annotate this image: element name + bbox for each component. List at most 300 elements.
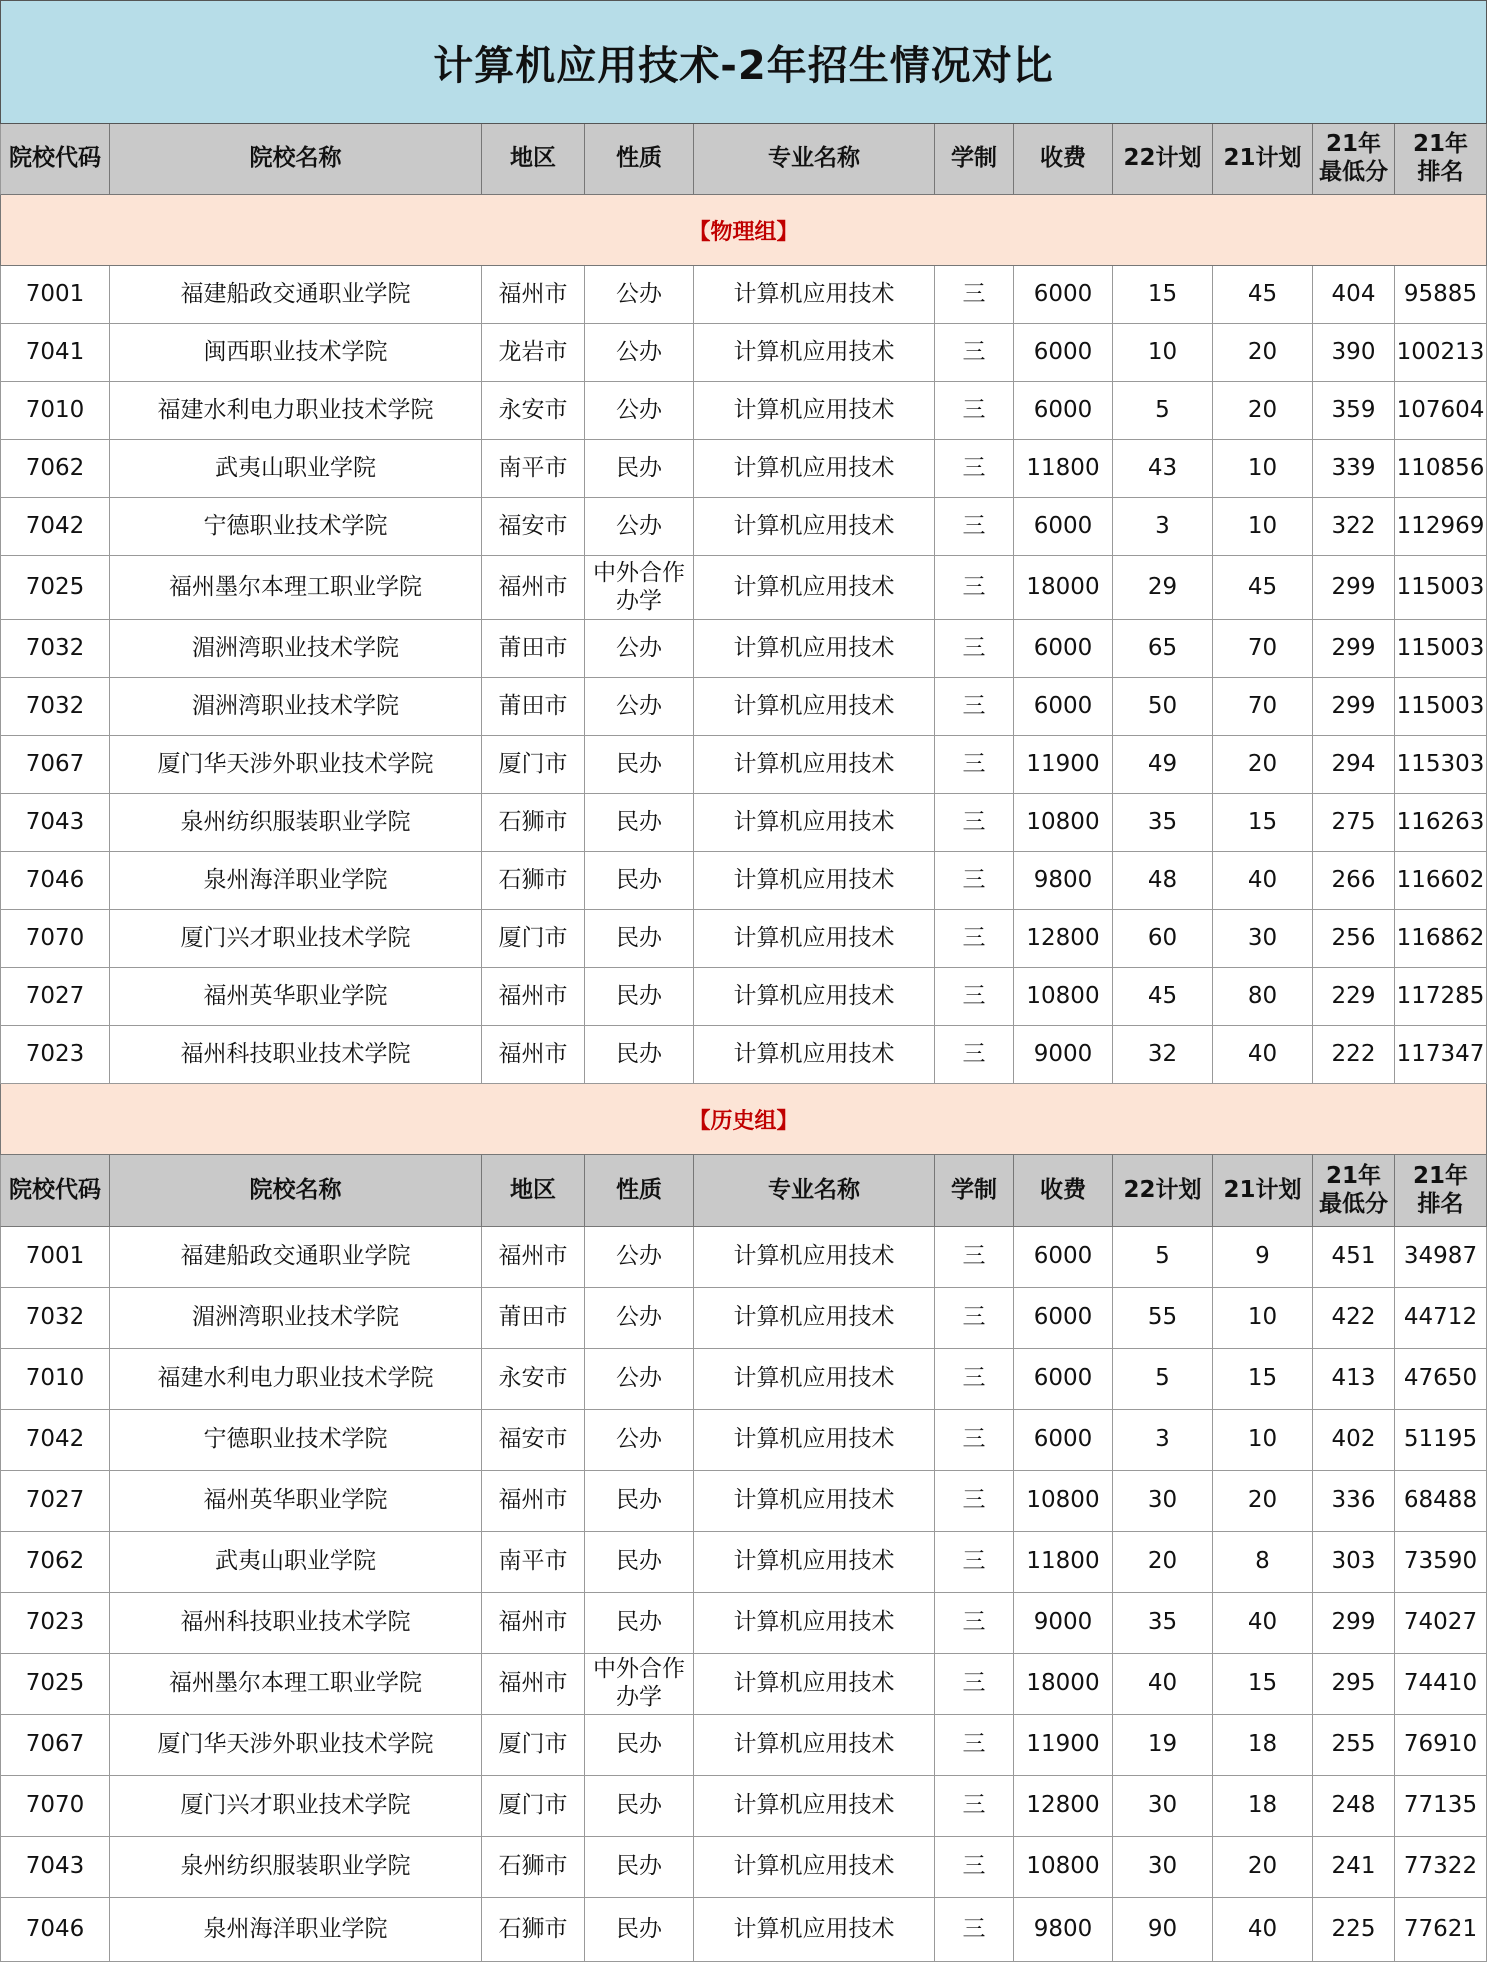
table-row <box>0 620 1487 678</box>
school-name-cell: 湄洲湾职业技术学院 <box>110 1288 482 1349</box>
plan-22-cell: 29 <box>1113 556 1213 620</box>
group-label: 【历史组】 <box>0 1084 1487 1155</box>
school-code-cell: 7032 <box>0 620 110 678</box>
rank-21-cell: 68488 <box>1395 1471 1487 1532</box>
school-type-cell: 民办 <box>585 1898 694 1962</box>
plan-21-cell: 70 <box>1213 678 1313 736</box>
school-name-cell: 泉州纺织服装职业学院 <box>110 1837 482 1898</box>
header-school-name: 院校名称 <box>110 1155 482 1227</box>
table-row <box>0 1288 1487 1349</box>
tuition-fee-cell: 12800 <box>1014 1776 1113 1837</box>
school-type-cell: 公办 <box>585 1288 694 1349</box>
plan-21-cell: 20 <box>1213 382 1313 440</box>
region-cell: 厦门市 <box>482 736 585 794</box>
region-cell: 石狮市 <box>482 852 585 910</box>
major-name-cell: 计算机应用技术 <box>694 794 935 852</box>
tuition-fee-cell: 18000 <box>1014 556 1113 620</box>
rank-21-cell: 44712 <box>1395 1288 1487 1349</box>
school-name-cell: 福建水利电力职业技术学院 <box>110 1349 482 1410</box>
major-name-cell: 计算机应用技术 <box>694 1288 935 1349</box>
min-score-21-cell: 413 <box>1313 1349 1395 1410</box>
rank-21-cell: 107604 <box>1395 382 1487 440</box>
tuition-fee-cell: 6000 <box>1014 1227 1113 1288</box>
major-name-cell: 计算机应用技术 <box>694 266 935 324</box>
tuition-fee-cell: 6000 <box>1014 678 1113 736</box>
header-plan-22: 22计划 <box>1113 124 1213 195</box>
rank-21-cell: 95885 <box>1395 266 1487 324</box>
major-name-cell: 计算机应用技术 <box>694 1593 935 1654</box>
duration-cell: 三 <box>935 1776 1014 1837</box>
region-cell: 福州市 <box>482 556 585 620</box>
duration-cell: 三 <box>935 556 1014 620</box>
school-type-cell: 公办 <box>585 382 694 440</box>
duration-cell: 三 <box>935 852 1014 910</box>
plan-22-cell: 5 <box>1113 1227 1213 1288</box>
school-type-cell: 中外合作办学 <box>585 1654 694 1715</box>
major-name-cell: 计算机应用技术 <box>694 620 935 678</box>
major-name-cell: 计算机应用技术 <box>694 1471 935 1532</box>
region-cell: 厦门市 <box>482 910 585 968</box>
duration-cell: 三 <box>935 1654 1014 1715</box>
school-type-cell: 民办 <box>585 736 694 794</box>
group-label: 【物理组】 <box>0 195 1487 266</box>
school-name-cell: 宁德职业技术学院 <box>110 498 482 556</box>
duration-cell: 三 <box>935 968 1014 1026</box>
sheet-title: 计算机应用技术-2年招生情况对比 <box>0 0 1487 124</box>
plan-21-cell: 10 <box>1213 1410 1313 1471</box>
duration-cell: 三 <box>935 440 1014 498</box>
header-type: 性质 <box>585 1155 694 1227</box>
plan-22-cell: 15 <box>1113 266 1213 324</box>
tuition-fee-cell: 6000 <box>1014 266 1113 324</box>
school-type-cell: 民办 <box>585 794 694 852</box>
min-score-21-cell: 390 <box>1313 324 1395 382</box>
table-row <box>0 382 1487 440</box>
school-type-cell: 公办 <box>585 678 694 736</box>
rank-21-cell: 112969 <box>1395 498 1487 556</box>
table-row <box>0 556 1487 620</box>
school-type-cell: 民办 <box>585 1593 694 1654</box>
school-type-cell: 公办 <box>585 620 694 678</box>
plan-22-cell: 20 <box>1113 1532 1213 1593</box>
header-min-score-21: 21年 最低分 <box>1313 124 1395 195</box>
school-name-cell: 泉州海洋职业学院 <box>110 1898 482 1962</box>
table-row <box>0 736 1487 794</box>
rank-21-cell: 76910 <box>1395 1715 1487 1776</box>
major-name-cell: 计算机应用技术 <box>694 910 935 968</box>
duration-cell: 三 <box>935 498 1014 556</box>
plan-21-cell: 15 <box>1213 1349 1313 1410</box>
plan-22-cell: 50 <box>1113 678 1213 736</box>
plan-22-cell: 43 <box>1113 440 1213 498</box>
table-row <box>0 852 1487 910</box>
major-name-cell: 计算机应用技术 <box>694 382 935 440</box>
plan-22-cell: 30 <box>1113 1776 1213 1837</box>
school-name-cell: 厦门华天涉外职业技术学院 <box>110 736 482 794</box>
duration-cell: 三 <box>935 1715 1014 1776</box>
plan-22-cell: 5 <box>1113 382 1213 440</box>
tuition-fee-cell: 6000 <box>1014 498 1113 556</box>
major-name-cell: 计算机应用技术 <box>694 1532 935 1593</box>
region-cell: 福安市 <box>482 1410 585 1471</box>
min-score-21-cell: 299 <box>1313 556 1395 620</box>
school-type-cell: 民办 <box>585 1715 694 1776</box>
school-code-cell: 7070 <box>0 1776 110 1837</box>
plan-21-cell: 45 <box>1213 266 1313 324</box>
plan-21-cell: 20 <box>1213 324 1313 382</box>
school-name-cell: 泉州海洋职业学院 <box>110 852 482 910</box>
major-name-cell: 计算机应用技术 <box>694 1227 935 1288</box>
school-name-cell: 厦门华天涉外职业技术学院 <box>110 1715 482 1776</box>
min-score-21-cell: 255 <box>1313 1715 1395 1776</box>
school-type-cell: 公办 <box>585 498 694 556</box>
tuition-fee-cell: 11800 <box>1014 440 1113 498</box>
header-region: 地区 <box>482 1155 585 1227</box>
school-code-cell: 7023 <box>0 1593 110 1654</box>
school-code-cell: 7046 <box>0 852 110 910</box>
school-code-cell: 7027 <box>0 1471 110 1532</box>
region-cell: 福州市 <box>482 1654 585 1715</box>
major-name-cell: 计算机应用技术 <box>694 324 935 382</box>
plan-21-cell: 10 <box>1213 498 1313 556</box>
tuition-fee-cell: 10800 <box>1014 1837 1113 1898</box>
tuition-fee-cell: 6000 <box>1014 324 1113 382</box>
plan-21-cell: 40 <box>1213 852 1313 910</box>
min-score-21-cell: 294 <box>1313 736 1395 794</box>
major-name-cell: 计算机应用技术 <box>694 1654 935 1715</box>
table-row <box>0 1227 1487 1288</box>
plan-21-cell: 18 <box>1213 1776 1313 1837</box>
plan-22-cell: 49 <box>1113 736 1213 794</box>
major-name-cell: 计算机应用技术 <box>694 852 935 910</box>
school-type-cell: 公办 <box>585 1410 694 1471</box>
table-row <box>0 1471 1487 1532</box>
table-row <box>0 678 1487 736</box>
rank-21-cell: 73590 <box>1395 1532 1487 1593</box>
rank-21-cell: 34987 <box>1395 1227 1487 1288</box>
school-code-cell: 7032 <box>0 1288 110 1349</box>
school-type-cell: 民办 <box>585 910 694 968</box>
table-row <box>0 1837 1487 1898</box>
plan-21-cell: 80 <box>1213 968 1313 1026</box>
school-code-cell: 7010 <box>0 1349 110 1410</box>
school-type-cell: 民办 <box>585 1776 694 1837</box>
duration-cell: 三 <box>935 1349 1014 1410</box>
tuition-fee-cell: 11900 <box>1014 736 1113 794</box>
school-name-cell: 武夷山职业学院 <box>110 440 482 498</box>
school-name-cell: 福州英华职业学院 <box>110 1471 482 1532</box>
admission-table <box>0 124 1487 1962</box>
duration-cell: 三 <box>935 324 1014 382</box>
school-type-cell: 公办 <box>585 1349 694 1410</box>
school-name-cell: 福州科技职业技术学院 <box>110 1026 482 1084</box>
min-score-21-cell: 303 <box>1313 1532 1395 1593</box>
min-score-21-cell: 241 <box>1313 1837 1395 1898</box>
min-score-21-cell: 422 <box>1313 1288 1395 1349</box>
region-cell: 厦门市 <box>482 1776 585 1837</box>
school-code-cell: 7042 <box>0 1410 110 1471</box>
school-type-cell: 民办 <box>585 1471 694 1532</box>
school-type-cell: 公办 <box>585 324 694 382</box>
region-cell: 南平市 <box>482 1532 585 1593</box>
tuition-fee-cell: 9800 <box>1014 852 1113 910</box>
plan-21-cell: 20 <box>1213 1837 1313 1898</box>
school-type-cell: 民办 <box>585 440 694 498</box>
region-cell: 莆田市 <box>482 620 585 678</box>
table-header-row <box>0 124 1487 195</box>
school-name-cell: 福州科技职业技术学院 <box>110 1593 482 1654</box>
major-name-cell: 计算机应用技术 <box>694 1026 935 1084</box>
plan-22-cell: 35 <box>1113 1593 1213 1654</box>
min-score-21-cell: 299 <box>1313 620 1395 678</box>
min-score-21-cell: 275 <box>1313 794 1395 852</box>
header-duration: 学制 <box>935 124 1014 195</box>
header-school-name: 院校名称 <box>110 124 482 195</box>
school-name-cell: 福建船政交通职业学院 <box>110 1227 482 1288</box>
school-type-cell: 民办 <box>585 1532 694 1593</box>
plan-22-cell: 32 <box>1113 1026 1213 1084</box>
tuition-fee-cell: 9000 <box>1014 1593 1113 1654</box>
rank-21-cell: 115003 <box>1395 556 1487 620</box>
school-code-cell: 7070 <box>0 910 110 968</box>
min-score-21-cell: 336 <box>1313 1471 1395 1532</box>
min-score-21-cell: 229 <box>1313 968 1395 1026</box>
region-cell: 福州市 <box>482 1227 585 1288</box>
rank-21-cell: 74410 <box>1395 1654 1487 1715</box>
duration-cell: 三 <box>935 1593 1014 1654</box>
tuition-fee-cell: 10800 <box>1014 968 1113 1026</box>
major-name-cell: 计算机应用技术 <box>694 968 935 1026</box>
school-code-cell: 7043 <box>0 1837 110 1898</box>
table-row <box>0 1410 1487 1471</box>
tuition-fee-cell: 18000 <box>1014 1654 1113 1715</box>
rank-21-cell: 77135 <box>1395 1776 1487 1837</box>
rank-21-cell: 115303 <box>1395 736 1487 794</box>
major-name-cell: 计算机应用技术 <box>694 1837 935 1898</box>
min-score-21-cell: 339 <box>1313 440 1395 498</box>
min-score-21-cell: 404 <box>1313 266 1395 324</box>
school-code-cell: 7001 <box>0 1227 110 1288</box>
rank-21-cell: 117285 <box>1395 968 1487 1026</box>
school-code-cell: 7067 <box>0 736 110 794</box>
table-header-row <box>0 1155 1487 1227</box>
min-score-21-cell: 299 <box>1313 678 1395 736</box>
tuition-fee-cell: 9800 <box>1014 1898 1113 1962</box>
min-score-21-cell: 402 <box>1313 1410 1395 1471</box>
school-code-cell: 7025 <box>0 556 110 620</box>
table-row <box>0 498 1487 556</box>
school-code-cell: 7062 <box>0 440 110 498</box>
region-cell: 厦门市 <box>482 1715 585 1776</box>
school-code-cell: 7001 <box>0 266 110 324</box>
region-cell: 福州市 <box>482 968 585 1026</box>
school-name-cell: 宁德职业技术学院 <box>110 1410 482 1471</box>
plan-22-cell: 30 <box>1113 1837 1213 1898</box>
plan-21-cell: 18 <box>1213 1715 1313 1776</box>
region-cell: 永安市 <box>482 1349 585 1410</box>
plan-22-cell: 45 <box>1113 968 1213 1026</box>
major-name-cell: 计算机应用技术 <box>694 736 935 794</box>
major-name-cell: 计算机应用技术 <box>694 1349 935 1410</box>
region-cell: 石狮市 <box>482 1898 585 1962</box>
header-type: 性质 <box>585 124 694 195</box>
tuition-fee-cell: 10800 <box>1014 1471 1113 1532</box>
header-plan-22: 22计划 <box>1113 1155 1213 1227</box>
plan-21-cell: 15 <box>1213 1654 1313 1715</box>
plan-21-cell: 9 <box>1213 1227 1313 1288</box>
plan-22-cell: 30 <box>1113 1471 1213 1532</box>
table-row <box>0 1898 1487 1962</box>
major-name-cell: 计算机应用技术 <box>694 556 935 620</box>
school-name-cell: 闽西职业技术学院 <box>110 324 482 382</box>
min-score-21-cell: 359 <box>1313 382 1395 440</box>
region-cell: 福州市 <box>482 1593 585 1654</box>
plan-21-cell: 45 <box>1213 556 1313 620</box>
school-code-cell: 7041 <box>0 324 110 382</box>
plan-22-cell: 10 <box>1113 324 1213 382</box>
table-row <box>0 1776 1487 1837</box>
tuition-fee-cell: 10800 <box>1014 794 1113 852</box>
min-score-21-cell: 451 <box>1313 1227 1395 1288</box>
min-score-21-cell: 248 <box>1313 1776 1395 1837</box>
school-code-cell: 7046 <box>0 1898 110 1962</box>
rank-21-cell: 110856 <box>1395 440 1487 498</box>
duration-cell: 三 <box>935 1532 1014 1593</box>
plan-21-cell: 40 <box>1213 1593 1313 1654</box>
table-row <box>0 266 1487 324</box>
header-school-code: 院校代码 <box>0 1155 110 1227</box>
tuition-fee-cell: 12800 <box>1014 910 1113 968</box>
tuition-fee-cell: 11900 <box>1014 1715 1113 1776</box>
table-row <box>0 1026 1487 1084</box>
school-type-cell: 民办 <box>585 1837 694 1898</box>
duration-cell: 三 <box>935 794 1014 852</box>
rank-21-cell: 47650 <box>1395 1349 1487 1410</box>
rank-21-cell: 115003 <box>1395 620 1487 678</box>
school-code-cell: 7025 <box>0 1654 110 1715</box>
header-major: 专业名称 <box>694 1155 935 1227</box>
school-name-cell: 厦门兴才职业技术学院 <box>110 1776 482 1837</box>
region-cell: 福州市 <box>482 266 585 324</box>
min-score-21-cell: 295 <box>1313 1654 1395 1715</box>
table-row <box>0 1349 1487 1410</box>
region-cell: 龙岩市 <box>482 324 585 382</box>
plan-21-cell: 15 <box>1213 794 1313 852</box>
school-type-cell: 民办 <box>585 968 694 1026</box>
plan-22-cell: 35 <box>1113 794 1213 852</box>
rank-21-cell: 116263 <box>1395 794 1487 852</box>
school-name-cell: 湄洲湾职业技术学院 <box>110 620 482 678</box>
major-name-cell: 计算机应用技术 <box>694 1776 935 1837</box>
major-name-cell: 计算机应用技术 <box>694 1898 935 1962</box>
rank-21-cell: 77322 <box>1395 1837 1487 1898</box>
major-name-cell: 计算机应用技术 <box>694 678 935 736</box>
min-score-21-cell: 322 <box>1313 498 1395 556</box>
school-code-cell: 7010 <box>0 382 110 440</box>
header-rank-21: 21年 排名 <box>1395 1155 1487 1227</box>
school-name-cell: 福州墨尔本理工职业学院 <box>110 556 482 620</box>
school-code-cell: 7067 <box>0 1715 110 1776</box>
school-name-cell: 湄洲湾职业技术学院 <box>110 678 482 736</box>
region-cell: 石狮市 <box>482 1837 585 1898</box>
plan-22-cell: 19 <box>1113 1715 1213 1776</box>
min-score-21-cell: 299 <box>1313 1593 1395 1654</box>
duration-cell: 三 <box>935 266 1014 324</box>
rank-21-cell: 117347 <box>1395 1026 1487 1084</box>
header-region: 地区 <box>482 124 585 195</box>
school-name-cell: 厦门兴才职业技术学院 <box>110 910 482 968</box>
region-cell: 莆田市 <box>482 1288 585 1349</box>
region-cell: 永安市 <box>482 382 585 440</box>
plan-21-cell: 30 <box>1213 910 1313 968</box>
tuition-fee-cell: 11800 <box>1014 1532 1113 1593</box>
duration-cell: 三 <box>935 1026 1014 1084</box>
school-code-cell: 7023 <box>0 1026 110 1084</box>
table-row <box>0 1715 1487 1776</box>
header-min-score-21: 21年 最低分 <box>1313 1155 1395 1227</box>
duration-cell: 三 <box>935 382 1014 440</box>
major-name-cell: 计算机应用技术 <box>694 498 935 556</box>
table-row <box>0 794 1487 852</box>
header-fee: 收费 <box>1014 1155 1113 1227</box>
plan-22-cell: 60 <box>1113 910 1213 968</box>
plan-21-cell: 40 <box>1213 1026 1313 1084</box>
rank-21-cell: 115003 <box>1395 678 1487 736</box>
region-cell: 莆田市 <box>482 678 585 736</box>
tuition-fee-cell: 6000 <box>1014 382 1113 440</box>
header-plan-21: 21计划 <box>1213 1155 1313 1227</box>
tuition-fee-cell: 9000 <box>1014 1026 1113 1084</box>
plan-22-cell: 5 <box>1113 1349 1213 1410</box>
tuition-fee-cell: 6000 <box>1014 620 1113 678</box>
duration-cell: 三 <box>935 1837 1014 1898</box>
header-rank-21: 21年 排名 <box>1395 124 1487 195</box>
school-code-cell: 7042 <box>0 498 110 556</box>
tuition-fee-cell: 6000 <box>1014 1349 1113 1410</box>
school-code-cell: 7027 <box>0 968 110 1026</box>
plan-21-cell: 40 <box>1213 1898 1313 1962</box>
school-name-cell: 福建船政交通职业学院 <box>110 266 482 324</box>
duration-cell: 三 <box>935 1898 1014 1962</box>
plan-22-cell: 40 <box>1113 1654 1213 1715</box>
table-row <box>0 324 1487 382</box>
tuition-fee-cell: 6000 <box>1014 1410 1113 1471</box>
school-code-cell: 7032 <box>0 678 110 736</box>
plan-22-cell: 55 <box>1113 1288 1213 1349</box>
header-major: 专业名称 <box>694 124 935 195</box>
school-type-cell: 公办 <box>585 266 694 324</box>
tuition-fee-cell: 6000 <box>1014 1288 1113 1349</box>
plan-22-cell: 3 <box>1113 498 1213 556</box>
plan-22-cell: 65 <box>1113 620 1213 678</box>
major-name-cell: 计算机应用技术 <box>694 1410 935 1471</box>
plan-21-cell: 8 <box>1213 1532 1313 1593</box>
school-code-cell: 7043 <box>0 794 110 852</box>
school-type-cell: 中外合作办学 <box>585 556 694 620</box>
duration-cell: 三 <box>935 1288 1014 1349</box>
school-name-cell: 泉州纺织服装职业学院 <box>110 794 482 852</box>
major-name-cell: 计算机应用技术 <box>694 1715 935 1776</box>
min-score-21-cell: 225 <box>1313 1898 1395 1962</box>
plan-22-cell: 90 <box>1113 1898 1213 1962</box>
min-score-21-cell: 266 <box>1313 852 1395 910</box>
rank-21-cell: 116862 <box>1395 910 1487 968</box>
school-name-cell: 武夷山职业学院 <box>110 1532 482 1593</box>
plan-21-cell: 70 <box>1213 620 1313 678</box>
school-code-cell: 7062 <box>0 1532 110 1593</box>
plan-22-cell: 48 <box>1113 852 1213 910</box>
region-cell: 福安市 <box>482 498 585 556</box>
